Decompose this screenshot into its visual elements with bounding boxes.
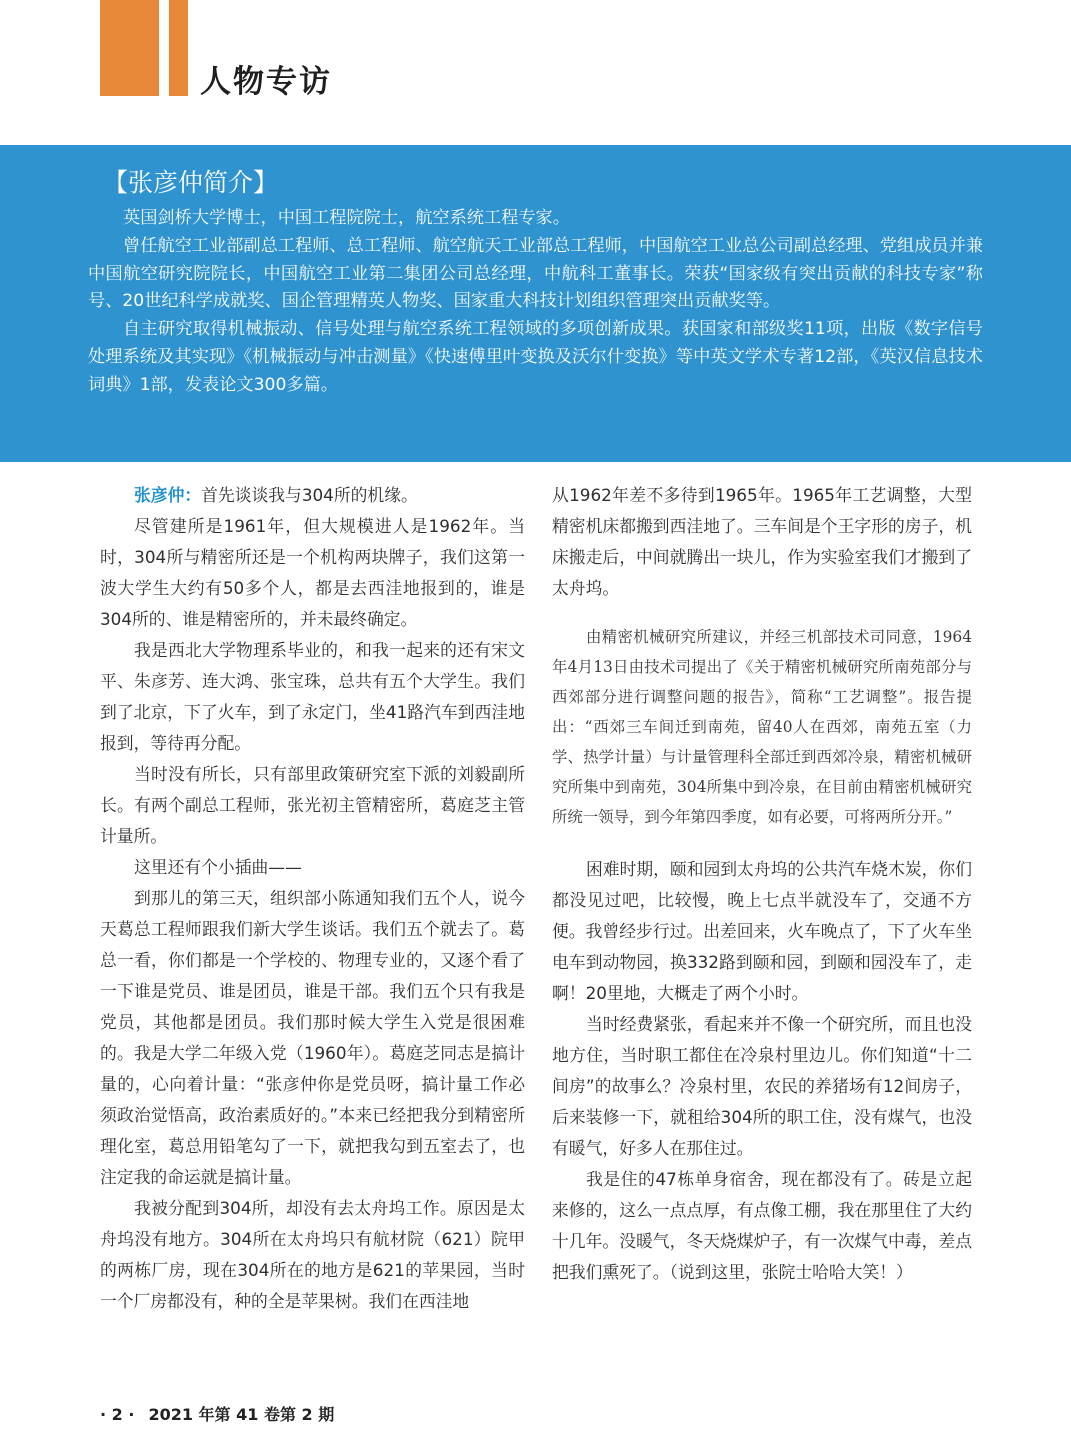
body-paragraph: 我是西北大学物理系毕业的，和我一起来的还有宋文平、朱彦芳、连大鸿、张宝珠，总共有五个大学生。我们到了北京，下了火车，到了永定门，坐41路汽车到西洼地报到，等待再分配。 [100,640,525,753]
bio-box [0,145,1071,462]
bio-body [88,205,983,400]
interview-opening [100,480,525,511]
decorative-orange-block [100,0,159,96]
speaker-name: 张彦仲： [134,485,202,505]
right-column [552,480,972,1288]
body-paragraph: 这里还有个小插曲—— [134,857,302,877]
issue-info: 2021 年第 41 卷第 2 期 [148,1405,335,1424]
bio-paragraph: 英国剑桥大学博士，中国工程院院士，航空系统工程专家。 [123,208,570,228]
bio-paragraph: 曾任航空工业部副总工程师、总工程师、航空航天工业部总工程师，中国航空工业总公司副总经理、党组成员并兼中国航空研究院院长，中国航空工业第二集团公司总经理，中航科工董事长。荣获“国家级有突出贡献的科技专家”称号、20世纪科学成就奖、国企管理精英人物奖、国家重大科技计划组织管理突出贡献奖等。 [88,235,983,312]
bio-heading: 【张彦仲简介】 [103,168,279,197]
bio-paragraph: 自主研究取得机械振动、信号处理与航空系统工程领域的多项创新成果。获国家和部级奖11项，出版《数字信号处理系统及其实现》《机械振动与冲击测量》《快速傅里叶变换及沃尔什变换》等中英文学术专著12部，《英汉信息技术词典》1部，发表论文300多篇。 [88,319,983,395]
body-paragraph: 困难时期，颐和园到太舟坞的公共汽车烧木炭，你们都没见过吧，比较慢，晚上七点半就没车了，交通不方便。我曾经步行过。出差回来，火车晚点了，下了火车坐电车到动物园，换332路到颐和园，到颐和园没车了，走啊！20里地，大概走了两个小时。 [552,859,972,1003]
body-paragraph-continued: 从1962年差不多待到1965年。1965年工艺调整，大型精密机床都搬到西洼地了。三车间是个王字形的房子，机床搬走后，中间就腾出一块儿，作为实验室我们才搬到了太舟坞。 [552,485,972,598]
left-column [100,480,525,1317]
decorative-orange-bar [169,0,188,96]
body-paragraph: 当时经费紧张，看起来并不像一个研究所，而且也没地方住，当时职工都住在冷泉村里边儿。你们知道“十二间房”的故事么？冷泉村里，农民的养猪场有12间房子，后来装修一下，就租给304所的职工住，没有煤气，也没有暖气，好多人在那住过。 [552,1014,972,1158]
body-paragraph: 到那儿的第三天，组织部小陈通知我们五个人，说今天葛总工程师跟我们新大学生谈话。我们五个就去了。葛总一看，你们都是一个学校的、物理专业的，又逐个看了一下谁是党员、谁是团员，谁是干部。我们五个只有我是党员，其他都是团员。我们那时候大学生入党是很困难的。我是大学二年级入党（1960年）。葛庭芝同志是搞计量的，心向着计量：“张彦仲你是党员呀，搞计量工作必须政治觉悟高，政治素质好的。”本来已经把我分到精密所理化室，葛总用铅笔勾了一下，就把我勾到五室去了，也注定我的命运就是搞计量。 [100,888,525,1187]
quoted-document: 由精密机械研究所建议，并经三机部技术司同意，1964年4月13日由技术司提出了《关于精密机械研究所南苑部分与西郊部分进行调整问题的报告》，简称“工艺调整”。报告提出：“西郊三车间迁到南苑，留40人在西郊，南苑五室（力学、热学计量）与计量管理科全部迁到西郊冷泉，精密机械研究所集中到南苑，304所集中到冷泉，在目前由精密机械研究所统一领导，到今年第四季度，如有必要，可将两所分开。” [552,628,972,826]
body-paragraph: 我被分配到304所，却没有去太舟坞工作。原因是太舟坞没有地方。304所在太舟坞只有航材院（621）院甲的两栋厂房，现在304所在的地方是621的苹果园，当时一个厂房都没有，种的全是苹果树。我们在西洼地 [100,1198,525,1311]
body-paragraph: 尽管建所是1961年，但大规模进人是1962年。当时，304所与精密所还是一个机构两块牌子，我们这第一波大学生大约有50多个人，都是去西洼地报到的，谁是304所的、谁是精密所的，并未最终确定。 [100,516,525,629]
body-paragraph: 当时没有所长，只有部里政策研究室下派的刘毅副所长。有两个副总工程师，张光初主管精密所，葛庭芝主管计量所。 [100,764,525,846]
section-title: 人物专访 [200,64,332,100]
opening-text: 首先谈谈我与304所的机缘。 [201,485,418,505]
body-paragraph: 我是住的47栋单身宿舍，现在都没有了。砖是立起来修的，这么一点点厚，有点像工棚，我在那里住了大约十几年。没暖气，冬天烧煤炉子，有一次煤气中毒，差点把我们熏死了。（说到这里，张院士哈哈大笑！） [552,1169,972,1282]
page-footer [100,1402,334,1425]
page-number: · 2 · [100,1405,135,1424]
